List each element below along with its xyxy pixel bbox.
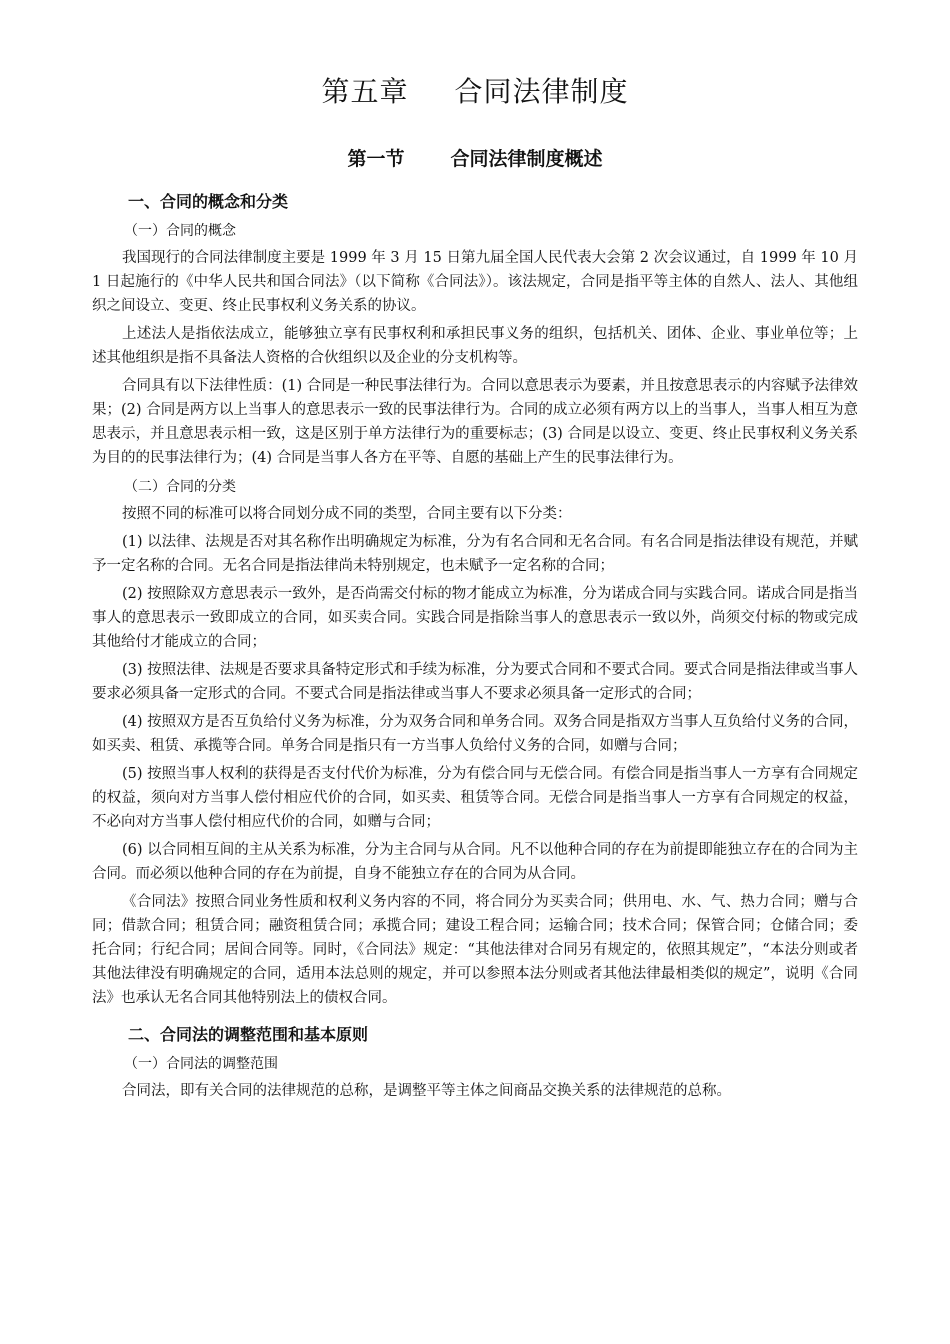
- chapter-name: 合同法律制度: [454, 75, 629, 108]
- section-title: [92, 144, 858, 171]
- section-name: 合同法律制度概述: [450, 148, 603, 170]
- list-item: (6) 以合同相互间的主从关系为标准，分为主合同与从合同。凡不以他种合同的存在为前提即能独立存在的合同为主合同。而必须以他种合同的存在为前提，自身不能独立存在的合同为从合同。: [92, 842, 858, 882]
- heading-scope-principles: 二、合同法的调整范围和基本原则: [128, 1025, 369, 1044]
- list-item: (3) 按照法律、法规是否要求具备特定形式和手续为标准，分为要式合同和不要式合同。要式合同是指法律或当事人要求必须具备一定形式的合同。不要式合同是指法律或当事人不要求必须具备一定形式的合同；: [92, 662, 858, 702]
- list-item: (4) 按照双方是否互负给付义务为标准，分为双务合同和单务合同。双务合同是指双方当事人互负给付义务的合同，如买卖、租赁、承揽等合同。单务合同是指只有一方当事人负给付义务的合同，如赠与合同；: [92, 714, 858, 754]
- heading-concept-classification: 一、合同的概念和分类: [128, 192, 289, 211]
- list-item: (5) 按照当事人权利的获得是否支付代价为标准，分为有偿合同与无偿合同。有偿合同是指当事人一方享有合同规定的权益，须向对方当事人偿付相应代价的合同，如买卖、租赁等合同。无偿合同是指当事人一方享有合同规定的权益，不必向对方当事人偿付相应代价的合同，如赠与合同；: [92, 766, 858, 830]
- subheading-scope: （一）合同法的调整范围: [124, 1056, 278, 1072]
- paragraph: 合同法，即有关合同的法律规范的总称，是调整平等主体之间商品交换关系的法律规范的总称。: [122, 1083, 731, 1099]
- page-content: [92, 70, 858, 1107]
- paragraph: 合同具有以下法律性质：(1) 合同是一种民事法律行为。合同以意思表示为要素，并且按意思表示的内容赋予法律效果；(2) 合同是两方以上当事人的意思表示一致的民事法律行为。合同的成立必须有两方以上的当事人，当事人相互为意思表示，并且意思表示相一致，这是区别于单方法律行为的重要标志；(3) 合同是以设立、变更、终止民事权利义务关系为目的的民事法律行为；(4) 合同是当事人各方在平等、自愿的基础上产生的民事法律行为。: [92, 378, 858, 466]
- paragraph: 按照不同的标准可以将合同划分成不同的类型，合同主要有以下分类：: [122, 506, 572, 522]
- paragraph: 我国现行的合同法律制度主要是 1999 年 3 月 15 日第九届全国人民代表大会第 2 次会议通过，自 1999 年 10 月 1 日起施行的《中华人民共和国合同法》（以下简称《合同法》）。该法规定，合同是指平等主体的自然人、法人、其他组织之间设立、变更、终止民事权利义务关系的协议。: [92, 250, 858, 314]
- subheading-concept: （一）合同的概念: [124, 223, 236, 239]
- list-item: (1) 以法律、法规是否对其名称作出明确规定为标准，分为有名合同和无名合同。有名合同是指法律设有规范，并赋予一定名称的合同。无名合同是指法律尚未特别规定，也未赋予一定名称的合同；: [92, 534, 858, 574]
- chapter-title: [92, 70, 858, 110]
- section-number: 第一节: [347, 148, 405, 170]
- paragraph: 《合同法》按照合同业务性质和权利义务内容的不同，将合同分为买卖合同；供用电、水、气、热力合同；赠与合同；借款合同；租赁合同；融资租赁合同；承揽合同；建设工程合同；运输合同；技术合同；保管合同；仓储合同；委托合同；行纪合同；居间合同等。同时，《合同法》规定：“其他法律对合同另有规定的，依照其规定”，“本法分则或者其他法律没有明确规定的合同，适用本法总则的规定，并可以参照本法分则或者其他法律最相类似的规定”，说明《合同法》也承认无名合同其他特别法上的债权合同。: [92, 894, 858, 1006]
- paragraph: 上述法人是指依法成立，能够独立享有民事权利和承担民事义务的组织，包括机关、团体、企业、事业单位等；上述其他组织是指不具备法人资格的合伙组织以及企业的分支机构等。: [92, 326, 858, 366]
- subheading-classification: （二）合同的分类: [124, 479, 236, 495]
- chapter-number: 第五章: [321, 75, 409, 108]
- list-item: (2) 按照除双方意思表示一致外，是否尚需交付标的物才能成立为标准，分为诺成合同与实践合同。诺成合同是指当事人的意思表示一致即成立的合同，如买卖合同。实践合同是指除当事人的意思表示一致以外，尚须交付标的物或完成其他给付才能成立的合同；: [92, 586, 858, 650]
